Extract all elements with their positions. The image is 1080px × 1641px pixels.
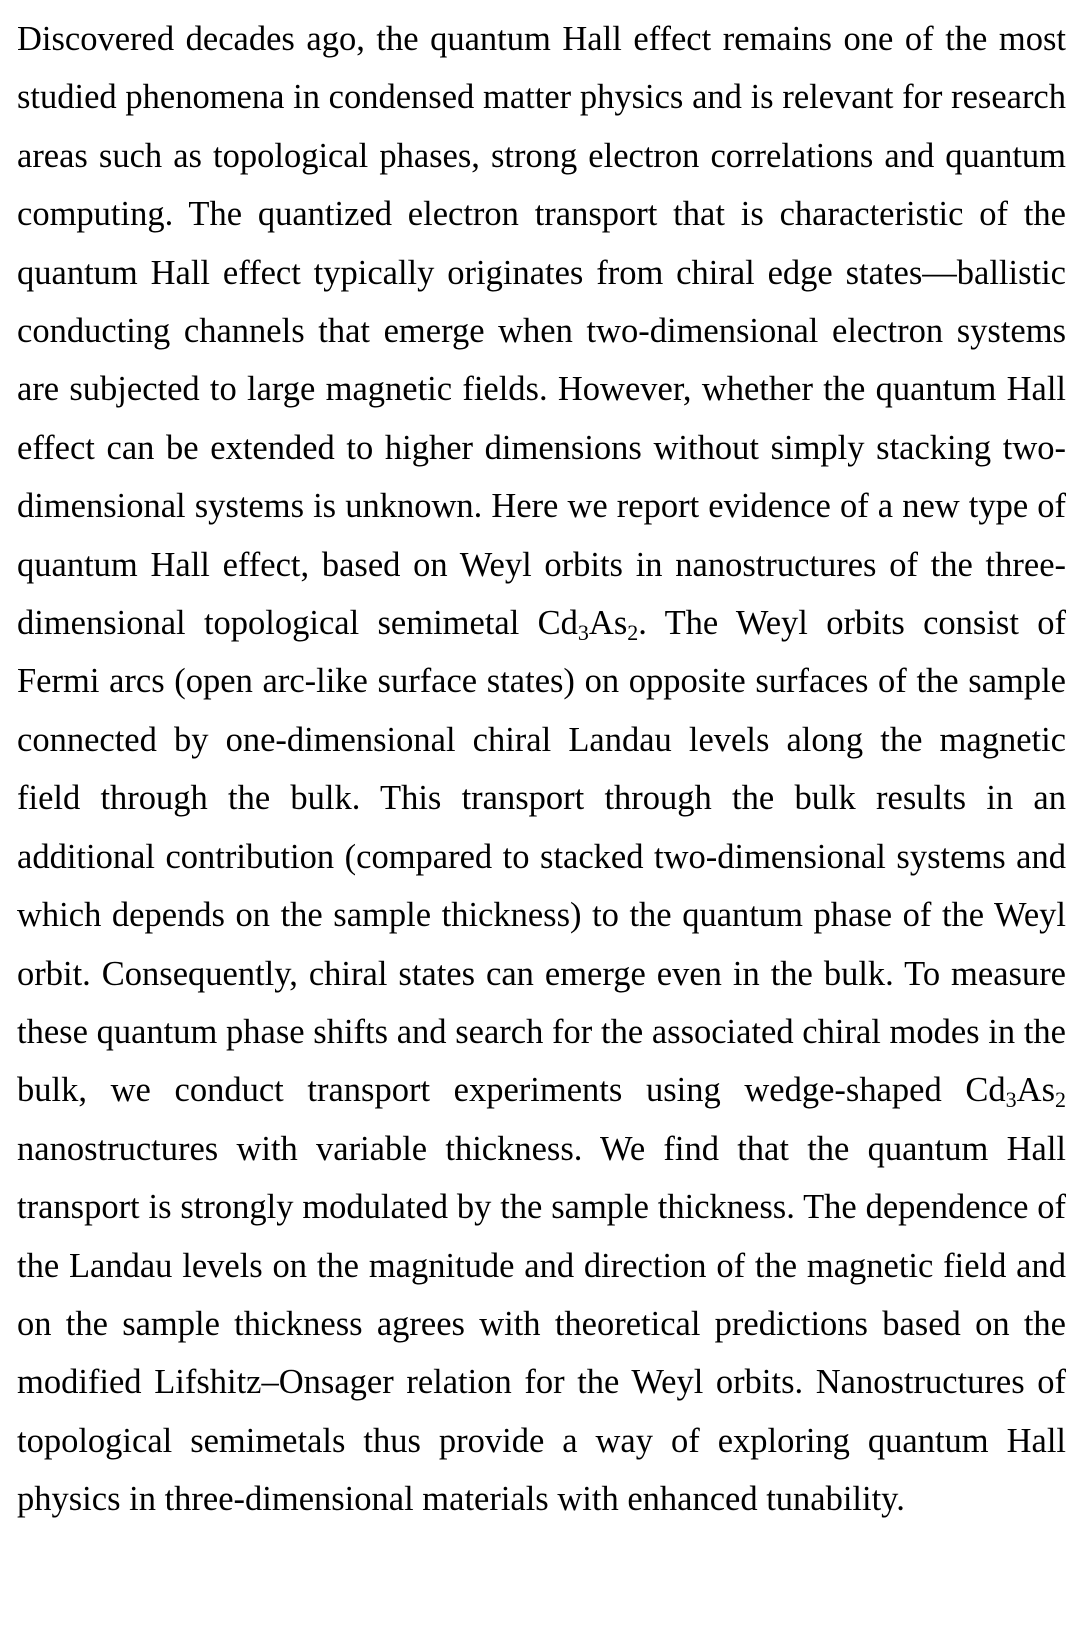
abstract-paragraph [17,10,1066,1529]
formula-element-as: As [588,604,628,643]
chemical-formula-cd3as2 [537,604,639,646]
formula-subscript-3: 3 [577,620,589,646]
chemical-formula-cd3as2-second [965,1071,1066,1113]
formula-element-as: As [1016,1071,1055,1110]
formula-subscript-2: 2 [627,620,639,646]
formula-element-cd: Cd [965,1071,1006,1110]
abstract-text-part-3: nanostructures with variable thickness. We find that the quantum Hall transport is strongly modulated by the sample thickness. The dependence of the Landau levels on the magnitude and direction of the magnetic field and on the sample thickness agrees with theoretical predictions based on the modified Lifshitz–Onsager relation for the Weyl orbits. Nanostructures of topological semimetals thus provide a way of exploring quantum Hall physics in three-dimensional materials with enhanced tunability. [17,1129,1066,1519]
formula-element-cd: Cd [537,604,578,643]
abstract-text-part-2: . The Weyl orbits consist of Fermi arcs (open arc-like surface states) on opposite surfaces of the sample connected by one-dimensional chiral Landau levels along the magnetic field through the bulk. This transport through the bulk results in an additional contribution (compared to stacked two-dimensional systems and which depends on the sample thickness) to the quantum phase of the Weyl orbit. Consequently, chiral states can emerge even in the bulk. To measure these quantum phase shifts and search for the associated chiral modes in the bulk, we conduct transport experiments using wedge-shaped [17,604,1067,1110]
formula-subscript-3: 3 [1005,1087,1017,1113]
formula-subscript-2: 2 [1055,1087,1066,1113]
abstract-text-part-1: Discovered decades ago, the quantum Hall effect remains one of the most studied phenomena in condensed matter physics and is relevant for research areas such as topological phases, strong electron correlations and quantum computing. The quantized electron transport that is characteristic of the quantum Hall effect typically originates from chiral edge states—ballistic conducting channels that emerge when two-dimensional electron systems are subjected to large magnetic fields. However, whether the quantum Hall effect can be extended to higher dimensions without simply stacking two-dimensional systems is unknown. Here we report evidence of a new type of quantum Hall effect, based on Weyl orbits in nanostructures of the three-dimensional topological semimetal [17,20,1066,643]
